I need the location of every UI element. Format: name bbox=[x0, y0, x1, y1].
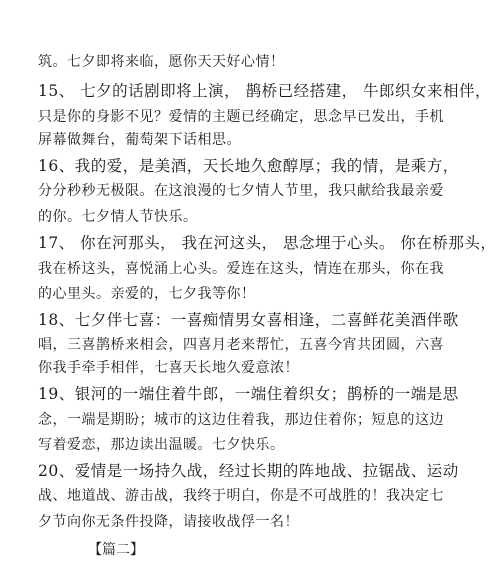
text-line-6: 分分秒秒无极限。在这浪漫的七夕情人节里，我只献给我最亲爱 bbox=[38, 183, 444, 199]
section-heading: 【篇二】 bbox=[88, 542, 144, 558]
text-line-11: 18、七夕伴七喜：一喜痴情男女喜相逢，二喜鲜花美酒伴歌 bbox=[38, 311, 459, 329]
text-line-4: 屏幕做舞台，葡萄架下话相思。 bbox=[38, 132, 241, 148]
text-line-18: 战、地道战、游击战，我终于明白，你是不可战胜的！我决定七 bbox=[38, 488, 444, 504]
text-line-5: 16、我的爱，是美酒，天长地久愈醇厚；我的情，是乘方， bbox=[38, 157, 459, 175]
text-line-19: 夕节向你无条件投降，请接收战俘一名！ bbox=[38, 514, 299, 530]
text-line-17: 20、爱情是一场持久战，经过长期的阵地战、拉锯战、运动 bbox=[38, 462, 459, 480]
text-line-9: 我在桥这头，喜悦涌上心头。爱连在这头，情连在那头，你在我 bbox=[38, 261, 444, 277]
text-line-7: 的你。七夕情人节快乐。 bbox=[38, 209, 198, 225]
text-line-15: 念，一端是期盼；城市的这边住着我，那边住着你；短息的这边 bbox=[38, 412, 444, 428]
text-line-1: 筑。七夕即将来临，愿你天天好心情！ bbox=[38, 54, 285, 70]
text-line-12: 唱，三喜鹊桥来相会，四喜月老来帮忙，五喜今宵共团圆，六喜 bbox=[38, 337, 444, 353]
text-line-8: 17、 你在河那头， 我在河这头， 思念埋于心头。 你在桥那头， bbox=[38, 234, 497, 252]
text-line-2: 15、 七夕的话剧即将上演， 鹊桥已经搭建， 牛郎织女来相伴， bbox=[38, 82, 492, 100]
text-line-14: 19、银河的一端住着牛郎，一端住着织女；鹊桥的一端是思 bbox=[38, 385, 459, 403]
text-line-10: 的心里头。亲爱的，七夕我等你！ bbox=[38, 286, 256, 302]
text-line-3: 只是你的身影不见？爱情的主题已经确定，思念早已发出，手机 bbox=[38, 109, 444, 125]
text-line-13: 你我手牵手相伴，七喜天长地久爱意浓！ bbox=[38, 360, 299, 376]
text-line-16: 写着爱恋，那边读出温暖。七夕快乐。 bbox=[38, 437, 285, 453]
